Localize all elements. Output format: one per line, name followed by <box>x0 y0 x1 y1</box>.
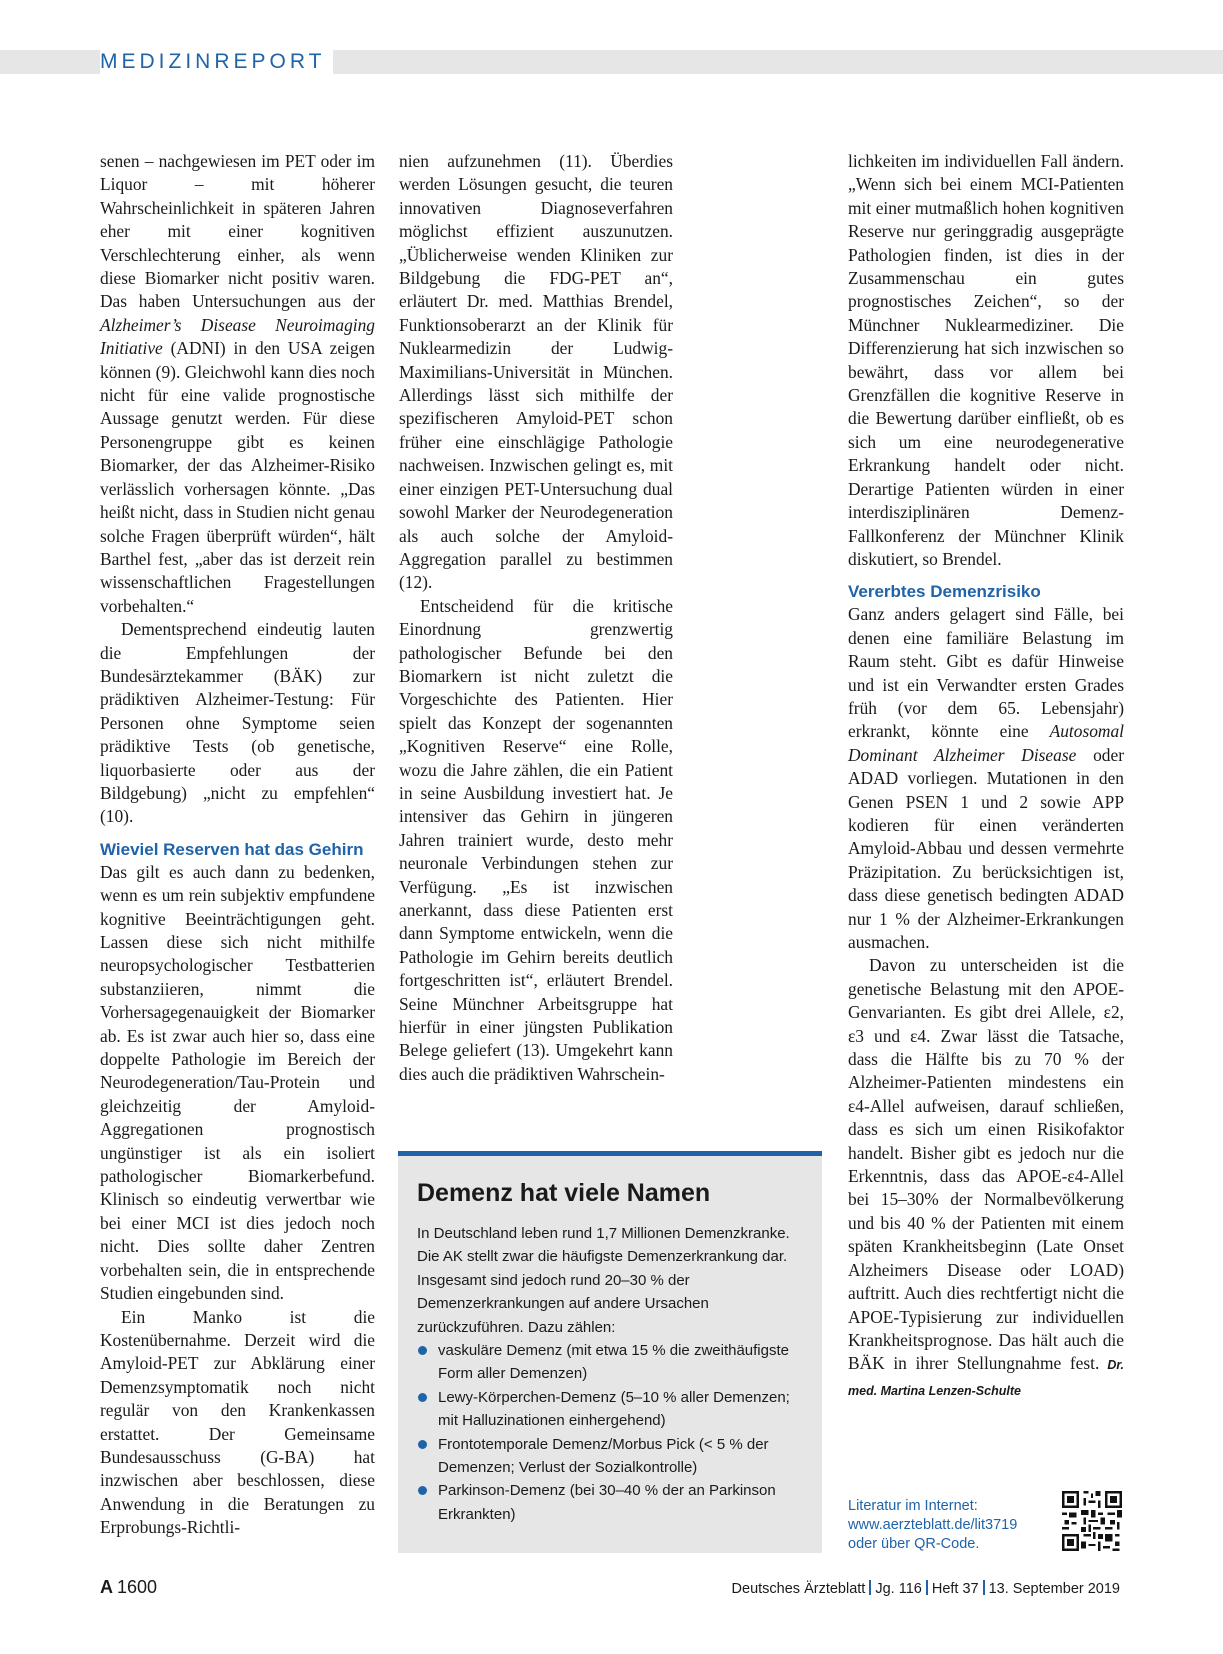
list-item: Frontotemporale Demenz/Morbus Pick (< 5 % der Demenzen; Verlust der Sozialkontrolle) <box>417 1433 800 1480</box>
subheading: Vererbtes Demenzrisiko <box>848 582 1041 602</box>
column-2 <box>399 150 673 1086</box>
paragraph: nien aufzunehmen (11). Überdies werden Lösungen gesucht, die teuren innovativen Diagnoseverfahren möglichst effizient auszunutzen. „Üblicherweise wenden Kliniken zur Bildgebung die FDG-PET an“, erläutert Dr. med. Matthias Brendel, Funktionsoberarzt an der Klinik für Nuklearmedizin der Ludwig-Maximilians-Universität in München. Allerdings lässt sich mithilfe der spezifischeren Amyloid-PET schon früher eine einschlägige Pathologie nachweisen. Inzwischen gelingt es, mit einer einzigen PET-Untersuchung dual sowohl Marker der Neurodegeneration als auch solche der Amyloid-Aggregation parallel zu bestimmen (12). <box>399 151 673 593</box>
bullet-icon <box>418 1393 427 1402</box>
info-box-intro: In Deutschland leben rund 1,7 Millionen Demenzkranke. Die AK stellt zwar die häufigste Demenzerkrankung dar. Insgesamt sind jedoch rund 20–30 % der Demenzerkrankungen auf andere Ursachen zurückzuführen. Dazu zählen: <box>417 1225 790 1336</box>
paragraph: Das gilt es auch dann zu bedenken, wenn es um rein subjektiv empfundene kognitive Beeinträchtigungen geht. Lassen diese sich nicht mithilfe neuropsychologischer Testbatterien substanziieren, nimmt die Vorhersagegenauigkeit der Biomarker ab. Es ist zwar auch hier so, dass eine doppelte Pathologie im Bereich der Neurodegeneration/Tau-Protein und gleichzeitig der Amyloid-Aggregationen prognostisch ungünstiger ist als ein isoliert pathologischer Biomarkerbefund. Klinisch so eindeutig verwertbar wie bei einer MCI ist dies jedoch noch nicht. Dies sollte daher Zentren vorbehalten sein, die in entsprechende Studien eingebunden sind. <box>100 861 375 1304</box>
literature-link[interactable]: www.aerzteblatt.de/lit3719 <box>848 1517 1018 1533</box>
list-item: Parkinson-Demenz (bei 30–40 % der an Parkinson Erkrankten) <box>417 1479 800 1526</box>
bullet-icon <box>418 1486 427 1495</box>
qr-code-icon[interactable] <box>1062 1491 1122 1551</box>
page-number: A 1600 <box>100 1577 158 1597</box>
journal-footer: Deutsches Ärzteblatt Jg. 116 Heft 37 13. September 2019 <box>731 1581 1120 1597</box>
section-label: MEDIZINREPORT <box>100 50 333 74</box>
separator <box>926 1580 928 1595</box>
paragraph: lichkeiten im individuellen Fall ändern. „Wenn sich bei einem MCI-Patienten mit einer mutmaßlich hohen kognitiven Reserve nur geringgradig ausgeprägte Pathologien finden, ist dies in der Zusammenschau ein gutes prognostisches Zeichen“, so der Münchner Nuklearmediziner. Die Differenzierung hat sich inzwischen so bewährt, dass vor allem bei Grenzfällen die kognitive Reserve in die Bewertung darüber einfließt, ob es sich um eine neurodegenerative Erkrankung handelt oder nicht. Derartige Patienten würden in einer interdisziplinären Demenz-Fallkonferenz der Münchner Klinik diskutiert, so Brendel. <box>848 151 1124 569</box>
paragraph: Dementsprechend eindeutig lauten die Empfehlungen der Bundesärztekammer (BÄK) zur prädiktiven Alzheimer-Testung: Für Personen ohne Symptome seien prädiktive Tests (ob genetische, liquorbasierte oder aus der Bildgebung) „nicht zu empfehlen“ (10). <box>100 619 375 827</box>
info-box <box>398 1151 822 1553</box>
info-box-list <box>417 1339 800 1526</box>
paragraph: senen – nachgewiesen im PET oder im Liquor – mit höherer Wahrscheinlichkeit in späteren Jahren eher mit einer kognitiven Verschlechterung einher, als wenn diese Biomarker nicht positiv waren. Das haben Untersuchungen aus der Alzheimer’s Disease Neuroimaging Initiative (ADNI) in den USA zeigen können (9). Gleichwohl kann dies noch nicht für eine valide prognostische Aussage genutzt werden. Für diese Personengruppe gibt es keinen Biomarker, der das Alzheimer-Risiko verlässlich vorhersagen könnte. „Das heißt nicht, dass in Studien nicht genau solche Fragen überprüft würden“, hält Barthel fest, „aber das ist derzeit rein wissenschaftlichen Fragestellungen vorbehalten.“ <box>100 151 375 616</box>
column-3 <box>848 150 1124 1403</box>
paragraph: Entscheidend für die kritische Einordnung grenzwertig pathologischer Befunde bei den Biomarkern ist nicht zuletzt die Vorgeschichte des Patienten. Hier spielt das Konzept der sogenannten „Kognitiven Reserve“ eine Rolle, wozu die Jahre zählen, die ein Patient in seine Ausbildung investiert hat. Je intensiver das Gehirn in jüngeren Jahren trainiert wurde, desto mehr neuronale Verbindungen stehen zur Verfügung. „Es ist inzwischen anerkannt, dass diese Patienten erst dann Symptome entwickeln, wenn die Pathologie im Gehirn bereits deutlich fortgeschritten ist“, erläutert Brendel. Seine Münchner Arbeitsgruppe hat hierfür in einer jüngsten Publikation Belege geliefert (13). Umgekehrt kann dies auch die prädiktiven Wahrschein- <box>399 595 673 1084</box>
bullet-icon <box>418 1440 427 1449</box>
list-item: vaskuläre Demenz (mit etwa 15 % die zweithäufigste Form aller Demenzen) <box>417 1339 800 1386</box>
bullet-icon <box>418 1346 427 1355</box>
list-item: Lewy-Körperchen-Demenz (5–10 % aller Demenzen; mit Halluzinationen einhergehend) <box>417 1386 800 1433</box>
literature-note: Literatur im Internet: www.aerzteblatt.de/lit3719 oder über QR-Code. <box>848 1498 1018 1552</box>
subheading: Wieviel Reserven hat das Gehirn <box>100 839 364 859</box>
paragraph: Davon zu unterscheiden ist die genetische Belastung mit den APOE-Genvarianten. Es gibt drei Allele, ε2, ε3 und ε4. Zwar lässt die Tatsache, dass die Hälfte bis zu 70 % der Alzheimer-Patienten mindestens ein ε4-Allel aufweisen, darauf schließen, dass es sich um einen Risikofaktor handelt. Bisher gibt es jedoch nur die Erkenntnis, dass das APOE-ε4-Allel bei 15–30% der Normalbevölkerung und bis 40 % der Patienten mit einem späten Krankheitsbeginn (Late Onset Alzheimers Disease oder LOAD) auftritt. Auch dies rechtfertigt nicht die APOE-Typisierung zur individuellen Krankheitsprognose. Das hält auch die BÄK in ihrer Stellungnahme fest. Dr. med. Martina Lenzen-Schulte <box>848 955 1124 1398</box>
separator <box>983 1580 985 1595</box>
separator <box>869 1580 871 1595</box>
paragraph: Ein Manko ist die Kostenübernahme. Derzeit wird die Amyloid-PET zur Abklärung einer Demenzsymptomatik noch nicht regulär von den Krankenkassen erstattet. Der Gemeinsame Bundesausschuss (G-BA) hat inzwischen aber beschlossen, diese Anwendung in die Beratungen zu Erprobungs-Richtli- <box>100 1306 375 1538</box>
author-name: Dr. med. Martina Lenzen-Schulte <box>848 1358 1124 1398</box>
column-1 <box>100 150 375 1540</box>
paragraph: Ganz anders gelagert sind Fälle, bei denen eine familiäre Belastung im Raum steht. Gibt es dafür Hinweise und ist ein Verwandter ersten Grades früh (vor dem 65. Lebensjahr) erkrankt, könnte eine Autosomal Dominant Alzheimer Disease oder ADAD vorliegen. Mutationen in den Genen PSEN 1 und 2 sowie APP kodieren für einen veränderten Amyloid-Abbau und dessen vermehrte Präzipitation. Zu berücksichtigen ist, dass diese genetisch bedingten ADAD nur 1 % der Alzheimer-Erkrankungen ausmachen. <box>848 604 1124 952</box>
info-box-title: Demenz hat viele Namen <box>417 1179 711 1207</box>
